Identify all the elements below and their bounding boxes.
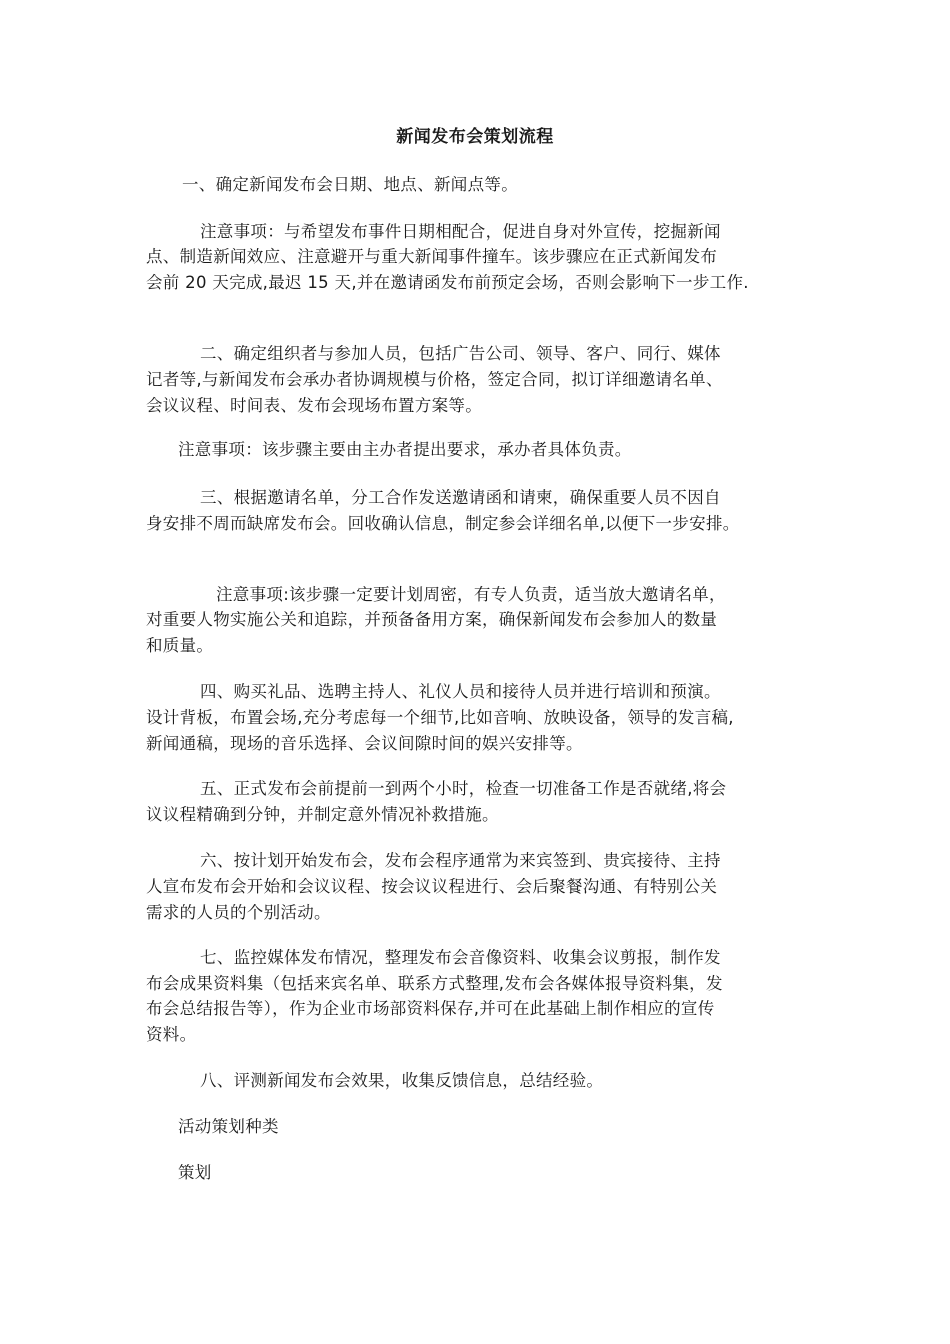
note-3-line-2: 对重要人物实施公关和追踪，并预备备用方案，确保新闻发布会参加人的数量 xyxy=(146,610,718,629)
step-3-line-1: 三、根据邀请名单，分工合作发送邀请函和请柬，确保重要人员不因自 xyxy=(200,488,721,507)
step-6-line-1: 六、按计划开始发布会，发布会程序通常为来宾签到、贵宾接待、主持 xyxy=(200,851,721,870)
step-6-line-3: 需求的人员的个别活动。 xyxy=(146,903,331,922)
step-3-line-2: 身安排不周而缺席发布会。回收确认信息，制定参会详细名单,以便下一步安排。 xyxy=(146,514,740,533)
step-6-line-2: 人宣布发布会开始和会议议程、按会议议程进行、会后聚餐沟通、有特别公关 xyxy=(146,877,718,896)
step-7-line-2: 布会成果资料集（包括来宾名单、联系方式整理,发布会各媒体报导资料集，发 xyxy=(146,974,723,993)
section-heading-planning: 策划 xyxy=(178,1163,212,1182)
note-2-line: 注意事项：该步骤主要由主办者提出要求，承办者具体负责。 xyxy=(178,440,632,459)
step-8-line: 八、评测新闻发布会效果，收集反馈信息，总结经验。 xyxy=(200,1071,604,1090)
note-3-line-3: 和质量。 xyxy=(146,636,214,655)
note-1-line-3: 会前 20 天完成,最迟 15 天,并在邀请函发布前预定会场，否则会影响下一步工作. xyxy=(146,273,749,292)
section-heading-activity-types: 活动策划种类 xyxy=(178,1117,279,1136)
step-2-line-3: 会议议程、时间表、发布会现场布置方案等。 xyxy=(146,396,482,415)
step-4-line-1: 四、购买礼品、选聘主持人、礼仪人员和接待人员并进行培训和预演。 xyxy=(200,682,721,701)
page-title: 新闻发布会策划流程 xyxy=(396,127,554,147)
step-5-line-2: 议议程精确到分钟，并制定意外情况补救措施。 xyxy=(146,805,499,824)
step-2-line-1: 二、确定组织者与参加人员，包括广告公司、领导、客户、同行、媒体 xyxy=(200,344,721,363)
step-7-line-4: 资料。 xyxy=(146,1025,197,1044)
step-7-line-3: 布会总结报告等），作为企业市场部资料保存,并可在此基础上制作相应的宣传 xyxy=(146,999,715,1018)
step-1-line: 一、确定新闻发布会日期、地点、新闻点等。 xyxy=(182,175,518,194)
step-7-line-1: 七、监控媒体发布情况，整理发布会音像资料、收集会议剪报，制作发 xyxy=(200,948,721,967)
step-2-line-2: 记者等,与新闻发布会承办者协调规模与价格，签定合同，拟订详细邀请名单、 xyxy=(146,370,723,389)
note-3-line-1: 注意事项:该步骤一定要计划周密，有专人负责，适当放大邀请名单， xyxy=(216,585,726,604)
note-1-line-2: 点、制造新闻效应、注意避开与重大新闻事件撞车。该步骤应在正式新闻发布 xyxy=(146,247,718,266)
note-1-line-1: 注意事项：与希望发布事件日期相配合，促进自身对外宣传，挖掘新闻 xyxy=(200,222,721,241)
step-4-line-3: 新闻通稿，现场的音乐选择、会议间隙时间的娱兴安排等。 xyxy=(146,734,583,753)
step-4-line-2: 设计背板，布置会场,充分考虑每一个细节,比如音响、放映设备，领导的发言稿, xyxy=(146,708,734,727)
step-5-line-1: 五、正式发布会前提前一到两个小时，检查一切准备工作是否就绪,将会 xyxy=(200,779,727,798)
